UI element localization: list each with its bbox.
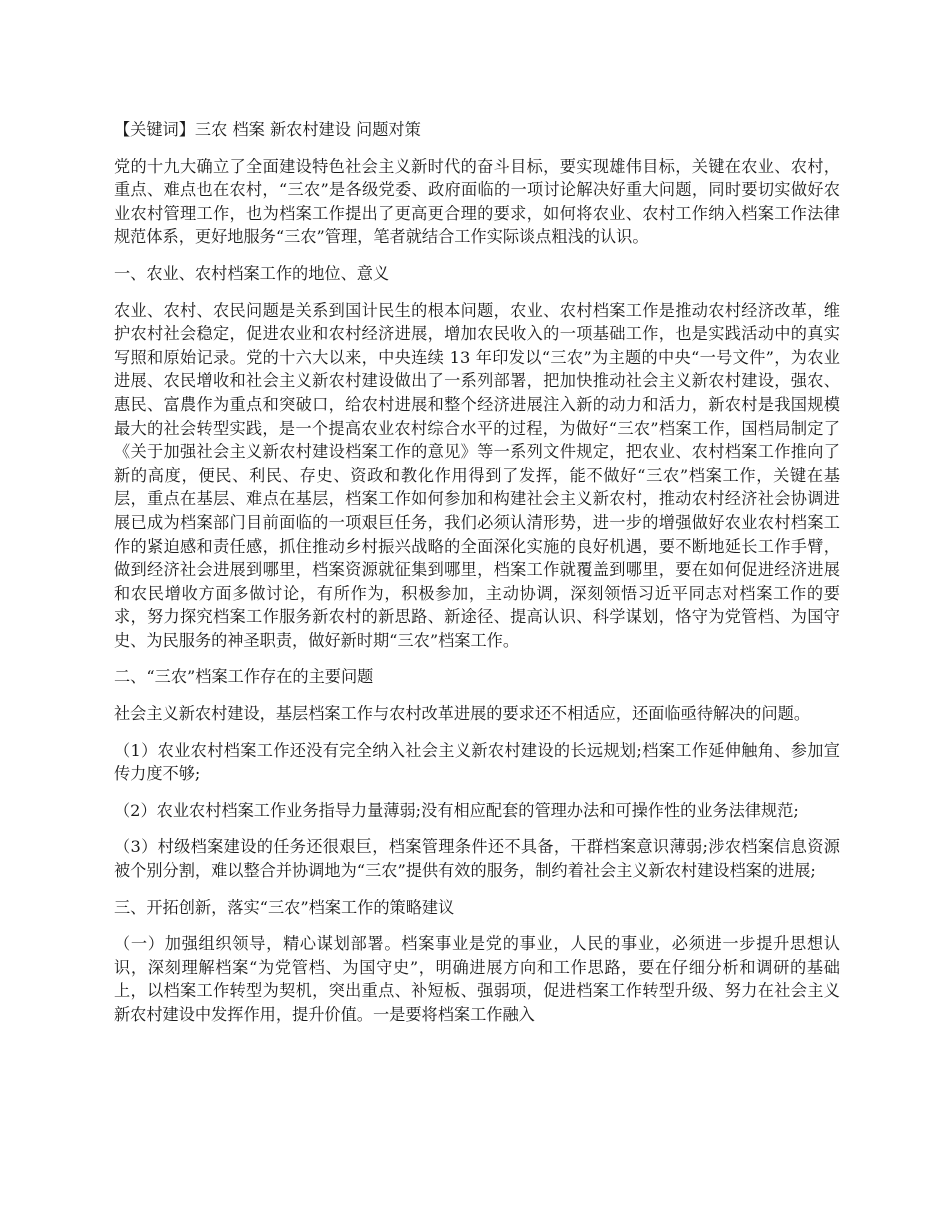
section-2-item-1: （1）农业农村档案工作还没有完全纳入社会主义新农村建设的长远规划;档案工作延伸触角、参加宣传力度不够;	[114, 740, 840, 784]
document-body	[114, 118, 840, 1040]
section-2-intro-paragraph: 社会主义新农村建设，基层档案工作与农村改革进展的要求还不相适应，还面临亟待解决的问题。	[114, 704, 811, 724]
intro-paragraph: 党的十九大确立了全面建设特色社会主义新时代的奋斗目标，要实现雄伟目标，关键在农业、农村，重点、难点也在农村，“三农”是各级党委、政府面临的一项讨论解决好重大问题，同时要切实做好农业农村管理工作，也为档案工作提出了更高更合理的要求，如何将农业、农村工作纳入档案工作法律规范体系，更好地服务“三农”管理，笔者就结合工作实际谈点粗浅的认识。	[114, 156, 840, 247]
keywords-line: 【关键词】三农 档案 新农村建设 问题对策	[114, 120, 421, 139]
section-2-item-2: （2）农业农村档案工作业务指导力量薄弱;没有相应配套的管理办法和可操作性的业务法律规范;	[114, 800, 799, 820]
section-1-paragraph: 农业、农村、农民问题是关系到国计民生的根本问题，农业、农村档案工作是推动农村经济改革，维护农村社会稳定，促进农业和农村经济进展，增加农民收入的一项基础工作，也是实践活动中的真实写照和原始记录。党的十六大以来，中央连续 13 年印发以“三农”为主题的中央“一号文件”，为农业进展、农民增收和社会主义新农村建设做出了一系列部署，把加快推动社会主义新农村建设，强农、惠民、富農作为重点和突破口，给农村进展和整个经济进展注入新的动力和活力，新农村是我国规模最大的社会转型实践，是一个提高农业农村综合水平的过程，为做好“三农”档案工作，国档局制定了《关于加强社会主义新农村建设档案工作的意见》等一系列文件规定，把农业、农村档案工作推向了新的高度，便民、利民、存史、资政和教化作用得到了发挥，能不做好“三农”档案工作，关键在基层，重点在基层、难点在基层，档案工作如何参加和构建社会主义新农村，推动农村经济社会协调进展已成为档案部门目前面临的一项艰巨任务，我们必须认清形势，进一步的增强做好农业农村档案工作的紧迫感和责任感，抓住推动乡村振兴战略的全面深化实施的良好机遇，要不断地延长工作手臂，做到经济社会进展到哪里，档案资源就征集到哪里，档案工作就覆盖到哪里，要在如何促进经济进展和农民增收方面多做讨论，有所作为，积极参加，主动协调，深刻领悟习近平同志对档案工作的要求，努力探究档案工作服务新农村的新思路、新途径、提高认识、科学谋划，恪守为党管档、为国守史、为民服务的神圣职责，做好新时期“三农”档案工作。	[114, 300, 840, 650]
section-3-heading: 三、开拓创新，落实“三农”档案工作的策略建议	[114, 897, 455, 917]
section-2-item-3: （3）村级档案建设的任务还很艰巨，档案管理条件还不具备，干群档案意识薄弱;涉农档案信息资源被个别分割，难以整合并协调地为“三农”提供有效的服务，制约着社会主义新农村建设档案的进展;	[114, 837, 840, 881]
section-2-heading: 二、“三农”档案工作存在的主要问题	[114, 667, 374, 687]
section-3-item-1: （一）加强组织领导，精心谋划部署。档案事业是党的事业，人民的事业，必须进一步提升思想认识，深刻理解档案“为党管档、为国守史”，明确进展方向和工作思路，要在仔细分析和调研的基础上，以档案工作转型为契机，突出重点、补短板、强弱项，促进档案工作转型升级、努力在社会主义新农村建设中发挥作用，提升价值。一是要将档案工作融入	[114, 934, 840, 1024]
section-1-heading: 一、农业、农村档案工作的地位、意义	[114, 263, 390, 283]
